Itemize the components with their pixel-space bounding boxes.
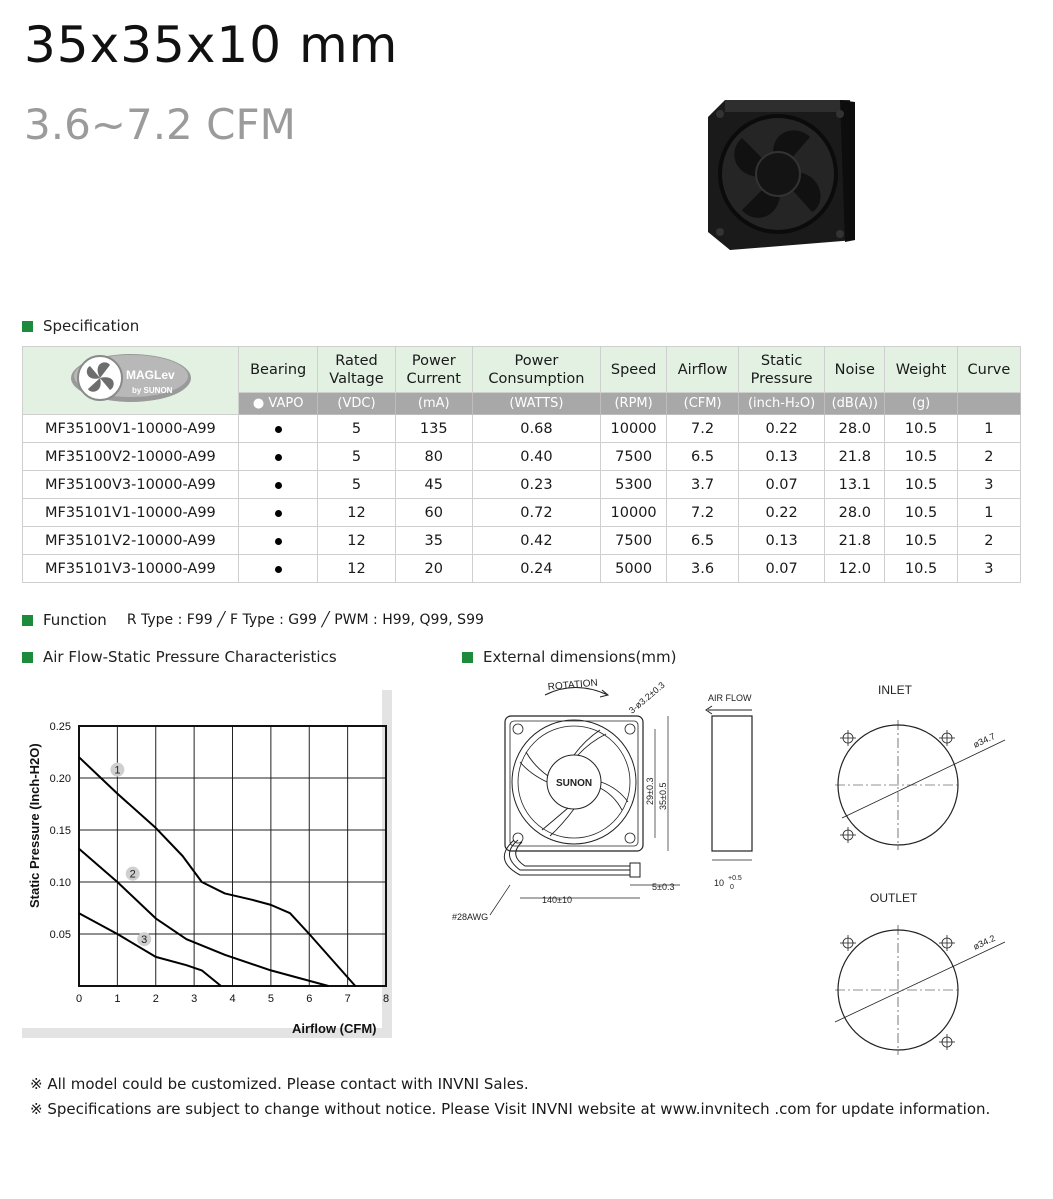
x-tick-label: 3 [191, 993, 198, 1005]
power-cell: 0.40 [472, 443, 600, 471]
bearing-cell [239, 555, 318, 583]
bullet-square-icon [462, 652, 473, 663]
airflow-cell: 7.2 [667, 415, 739, 443]
model-cell: MF35101V2-10000-A99 [23, 527, 239, 555]
x-tick-label: 5 [267, 993, 274, 1005]
note-specifications: ※ Specifications are subject to change without notice. Please Visit INVNI website at www.invnitech .com for update information. [30, 1100, 991, 1118]
pressure-cell: 0.07 [738, 471, 824, 499]
pressure-cell: 0.13 [738, 443, 824, 471]
airflow-heading: Air Flow-Static Pressure Characteristics [22, 648, 337, 666]
col-airflow: Airflow [667, 347, 739, 393]
unit-power: (WATTS) [472, 393, 600, 415]
unit-weight: (g) [885, 393, 958, 415]
noise-cell: 13.1 [825, 471, 885, 499]
model-cell: MF35100V2-10000-A99 [23, 443, 239, 471]
bullet-square-icon [22, 615, 33, 626]
table-row [23, 499, 1021, 527]
pressure-cell: 0.22 [738, 499, 824, 527]
thickness-value: 10 [714, 878, 725, 888]
bearing-cell [239, 499, 318, 527]
col-power-current: Power Current [395, 347, 472, 393]
current-cell: 45 [395, 471, 472, 499]
unit-pressure: (inch-H₂O) [738, 393, 824, 415]
hole-note: 3-ø3.2±0.3 [626, 679, 667, 716]
airflow-cell: 6.5 [667, 443, 739, 471]
y-tick-label: 0.10 [49, 877, 71, 889]
fan-side-outline [712, 716, 752, 851]
col-power-consumption: Power Consumption [472, 347, 600, 393]
power-cell: 0.24 [472, 555, 600, 583]
y-tick-label: 0.15 [49, 825, 71, 837]
model-cell: MF35100V3-10000-A99 [23, 471, 239, 499]
x-axis-label: Airflow (CFM) [292, 1021, 377, 1036]
pressure-cell: 0.22 [738, 415, 824, 443]
curve-cell: 2 [957, 443, 1020, 471]
dim-35: 35±0.5 [658, 782, 668, 810]
airflow-cell: 7.2 [667, 499, 739, 527]
speed-cell: 10000 [600, 415, 666, 443]
y-tick-label: 0.20 [49, 773, 71, 785]
curve-cell: 2 [957, 527, 1020, 555]
weight-cell: 10.5 [885, 415, 958, 443]
current-cell: 60 [395, 499, 472, 527]
bullet-square-icon [22, 652, 33, 663]
noise-cell: 28.0 [825, 415, 885, 443]
x-tick-label: 8 [382, 993, 390, 1005]
voltage-cell: 5 [318, 443, 395, 471]
power-cell: 0.23 [472, 471, 600, 499]
y-tick-label: 0.25 [49, 721, 71, 733]
note-customization: ※ All model could be customized. Please contact with INVNI Sales. [30, 1075, 529, 1093]
weight-cell: 10.5 [885, 555, 958, 583]
unit-curve [957, 393, 1020, 415]
function-types: R Type : F99 ╱ F Type : G99 ╱ PWM : H99, Q99, S99 [126, 612, 484, 628]
bearing-cell [239, 415, 318, 443]
curve-cell: 1 [957, 415, 1020, 443]
strip-length: 5±0.3 [652, 882, 675, 892]
unit-bearing: ● VAPO [239, 393, 318, 415]
speed-cell: 7500 [600, 527, 666, 555]
pressure-cell: 0.13 [738, 527, 824, 555]
noise-cell: 21.8 [825, 443, 885, 471]
curve-cell: 1 [957, 499, 1020, 527]
unit-airflow: (CFM) [667, 393, 739, 415]
thickness-tol-upper: +0.5 [728, 875, 742, 882]
dimensions-heading: External dimensions(mm) [462, 648, 676, 666]
airflow-cell: 3.7 [667, 471, 739, 499]
col-bearing: Bearing [239, 347, 318, 393]
current-cell: 35 [395, 527, 472, 555]
curve-cell: 3 [957, 555, 1020, 583]
speed-cell: 7500 [600, 443, 666, 471]
table-row [23, 555, 1021, 583]
dim-29: 29±0.3 [645, 777, 655, 805]
bullet-dot-icon [275, 538, 282, 545]
lead-length: 140±10 [542, 895, 572, 905]
col-rated-voltage: Rated Valtage [318, 347, 395, 393]
speed-cell: 5300 [600, 471, 666, 499]
x-tick-label: 2 [152, 993, 159, 1005]
specification-table [22, 346, 1021, 583]
pressure-cell: 0.07 [738, 555, 824, 583]
unit-speed: (RPM) [600, 393, 666, 415]
curve-cell: 3 [957, 471, 1020, 499]
bearing-cell [239, 443, 318, 471]
col-static-pressure: Static Pressure [738, 347, 824, 393]
noise-cell: 12.0 [825, 555, 885, 583]
col-curve: Curve [957, 347, 1020, 393]
unit-current: (mA) [395, 393, 472, 415]
airflow-cell: 3.6 [667, 555, 739, 583]
unit-voltage: (VDC) [318, 393, 395, 415]
voltage-cell: 12 [318, 527, 395, 555]
bullet-dot-icon [275, 454, 282, 461]
page-subtitle: 3.6~7.2 CFM [24, 100, 296, 149]
y-tick-label: 0.05 [49, 929, 71, 941]
voltage-cell: 12 [318, 499, 395, 527]
sunon-label: SUNON [556, 778, 593, 789]
x-tick-label: 4 [229, 993, 236, 1005]
rotation-label: ROTATION [547, 677, 599, 693]
current-cell: 80 [395, 443, 472, 471]
voltage-cell: 12 [318, 555, 395, 583]
svg-text:MAGLev: MAGLev [125, 368, 175, 382]
fan-product-image [700, 92, 860, 257]
table-row [23, 471, 1021, 499]
airflow-cell: 6.5 [667, 527, 739, 555]
speed-cell: 10000 [600, 499, 666, 527]
wire-gauge: #28AWG [452, 912, 489, 922]
power-cell: 0.72 [472, 499, 600, 527]
maglev-logo [23, 347, 239, 415]
model-cell: MF35101V3-10000-A99 [23, 555, 239, 583]
maglev-logo-icon [66, 349, 196, 407]
inlet-diameter: ø34.7 [971, 731, 997, 750]
x-tick-label: 7 [344, 993, 351, 1005]
voltage-cell: 5 [318, 471, 395, 499]
col-weight: Weight [885, 347, 958, 393]
weight-cell: 10.5 [885, 471, 958, 499]
bullet-square-icon [22, 321, 33, 332]
bullet-dot-icon [275, 510, 282, 517]
bullet-dot-icon [275, 566, 282, 573]
noise-cell: 21.8 [825, 527, 885, 555]
model-cell: MF35101V1-10000-A99 [23, 499, 239, 527]
speed-cell: 5000 [600, 555, 666, 583]
x-tick-label: 0 [75, 993, 83, 1005]
col-speed: Speed [600, 347, 666, 393]
current-cell: 135 [395, 415, 472, 443]
weight-cell: 10.5 [885, 443, 958, 471]
x-tick-label: 1 [114, 993, 121, 1005]
bearing-cell [239, 471, 318, 499]
voltage-cell: 5 [318, 415, 395, 443]
power-cell: 0.68 [472, 415, 600, 443]
col-noise: Noise [825, 347, 885, 393]
inlet-label: INLET [878, 683, 913, 697]
power-cell: 0.42 [472, 527, 600, 555]
series-label-3: 3 [141, 934, 148, 947]
specification-heading: Specification [22, 317, 139, 335]
table-row [23, 527, 1021, 555]
table-row [23, 415, 1021, 443]
external-dimensions-drawing [450, 670, 1040, 1070]
bullet-dot-icon [275, 426, 282, 433]
outlet-label: OUTLET [870, 891, 918, 905]
page-title: 35x35x10 mm [24, 16, 399, 74]
thickness-tol-lower: 0 [730, 884, 734, 891]
chart-canvas [22, 690, 392, 1038]
air-flow-label: AIR FLOW [708, 693, 752, 703]
svg-text:by SUNON: by SUNON [131, 386, 172, 395]
current-cell: 20 [395, 555, 472, 583]
noise-cell: 28.0 [825, 499, 885, 527]
weight-cell: 10.5 [885, 527, 958, 555]
function-heading: Function R Type : F99 ╱ F Type : G99 ╱ PWM : H99, Q99, S99 [22, 611, 484, 629]
bearing-cell [239, 527, 318, 555]
x-tick-label: 6 [306, 993, 313, 1005]
table-row [23, 443, 1021, 471]
model-cell: MF35100V1-10000-A99 [23, 415, 239, 443]
series-label-2: 2 [129, 868, 136, 881]
unit-noise: (dB(A)) [825, 393, 885, 415]
y-axis-label: Static Pressure (Inch-H2O) [27, 743, 42, 908]
outlet-diameter: ø34.2 [971, 933, 997, 952]
bullet-dot-icon [275, 482, 282, 489]
airflow-pressure-chart [22, 690, 392, 1038]
series-label-1: 1 [114, 764, 121, 777]
weight-cell: 10.5 [885, 499, 958, 527]
